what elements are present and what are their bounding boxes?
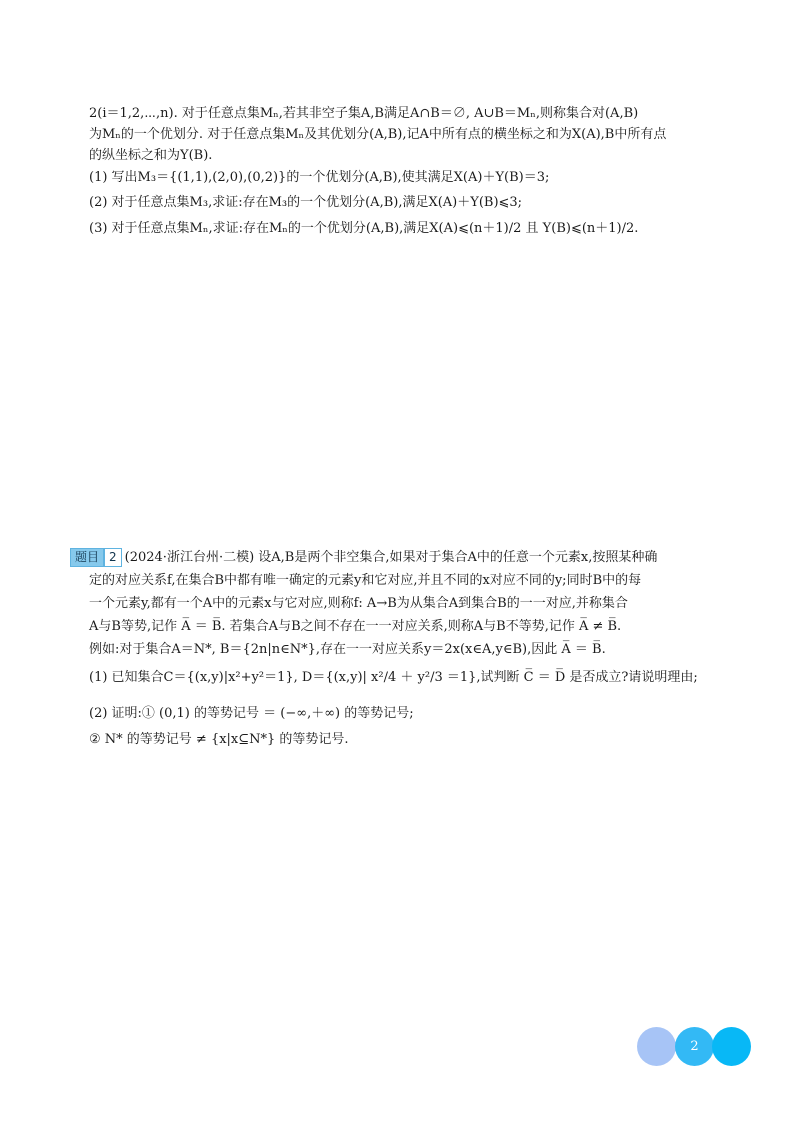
problem-2-line-2: 定的对应关系f,在集合B中都有唯一确定的元素y和它对应,并且不同的x对应不同的y;同时B中的每 [89, 573, 642, 588]
problem-1-part-3: (3) 对于任意点集Mₙ,求证:存在Mₙ的一个优划分(A,B),满足X(A)⩽(n＋1)/2 且 Y(B)⩽(n＋1)/2. [89, 221, 639, 236]
problem-1-line-3: 的纵坐标之和为Y(B). [89, 148, 213, 163]
problem-2-part-2-2: ② N* 的等势记号 ≠ {x|x⊆N*} 的等势记号. [89, 732, 349, 747]
problem-tag-number: 2 [104, 548, 122, 567]
page-number: 2 [690, 1039, 699, 1054]
page-badge-circle-light [637, 1027, 676, 1066]
problem-2-part-2-1: (2) 证明:① (0,1) 的等势记号 ＝ (−∞,＋∞) 的等势记号; [89, 706, 414, 721]
problem-2-part-1: (1) 已知集合C＝{(x,y)|x²+y²＝1}, D＝{(x,y)| x²/4 ＋ y²/3 ＝1},试判断 C̅ ＝ D̅ 是否成立?请说明理由; [89, 670, 698, 685]
problem-2-line-4: A与B等势,记作 A̅ ＝ B̅. 若集合A与B之间不存在一一对应关系,则称A与B不等势,记作 A̅ ≠ B̅. [89, 619, 622, 634]
problem-2-example: 例如:对于集合A＝N*, B＝{2n|n∈N*},存在一一对应关系y＝2x(x∈A,y∈B),因此 A̅ ＝ B̅. [89, 642, 606, 657]
problem-1-line-1: 2(i＝1,2,⋯,n). 对于任意点集Mₙ,若其非空子集A,B满足A∩B＝∅, A∪B＝Mₙ,则称集合对(A,B) [89, 106, 639, 121]
problem-2-line-3: 一个元素y,都有一个A中的元素x与它对应,则称f: A→B为从集合A到集合B的一一对应,并称集合 [89, 596, 628, 611]
page-badge-circle-dark [712, 1027, 751, 1066]
problem-1-part-2: (2) 对于任意点集M₃,求证:存在M₃的一个优划分(A,B),满足X(A)＋Y(B)⩽3; [89, 195, 523, 210]
problem-1-part-1: (1) 写出M₃＝{(1,1),(2,0),(0,2)}的一个优划分(A,B),使其满足X(A)＋Y(B)＝3; [89, 170, 550, 185]
problem-2-line-1: (2024·浙江台州·二模) 设A,B是两个非空集合,如果对于集合A中的任意一个元素x,按照某种确 [124, 550, 658, 565]
problem-tag: 题目 [70, 548, 104, 567]
problem-1-line-2: 为Mₙ的一个优划分. 对于任意点集Mₙ及其优划分(A,B),记A中所有点的横坐标之和为X(A),B中所有点 [89, 127, 667, 142]
